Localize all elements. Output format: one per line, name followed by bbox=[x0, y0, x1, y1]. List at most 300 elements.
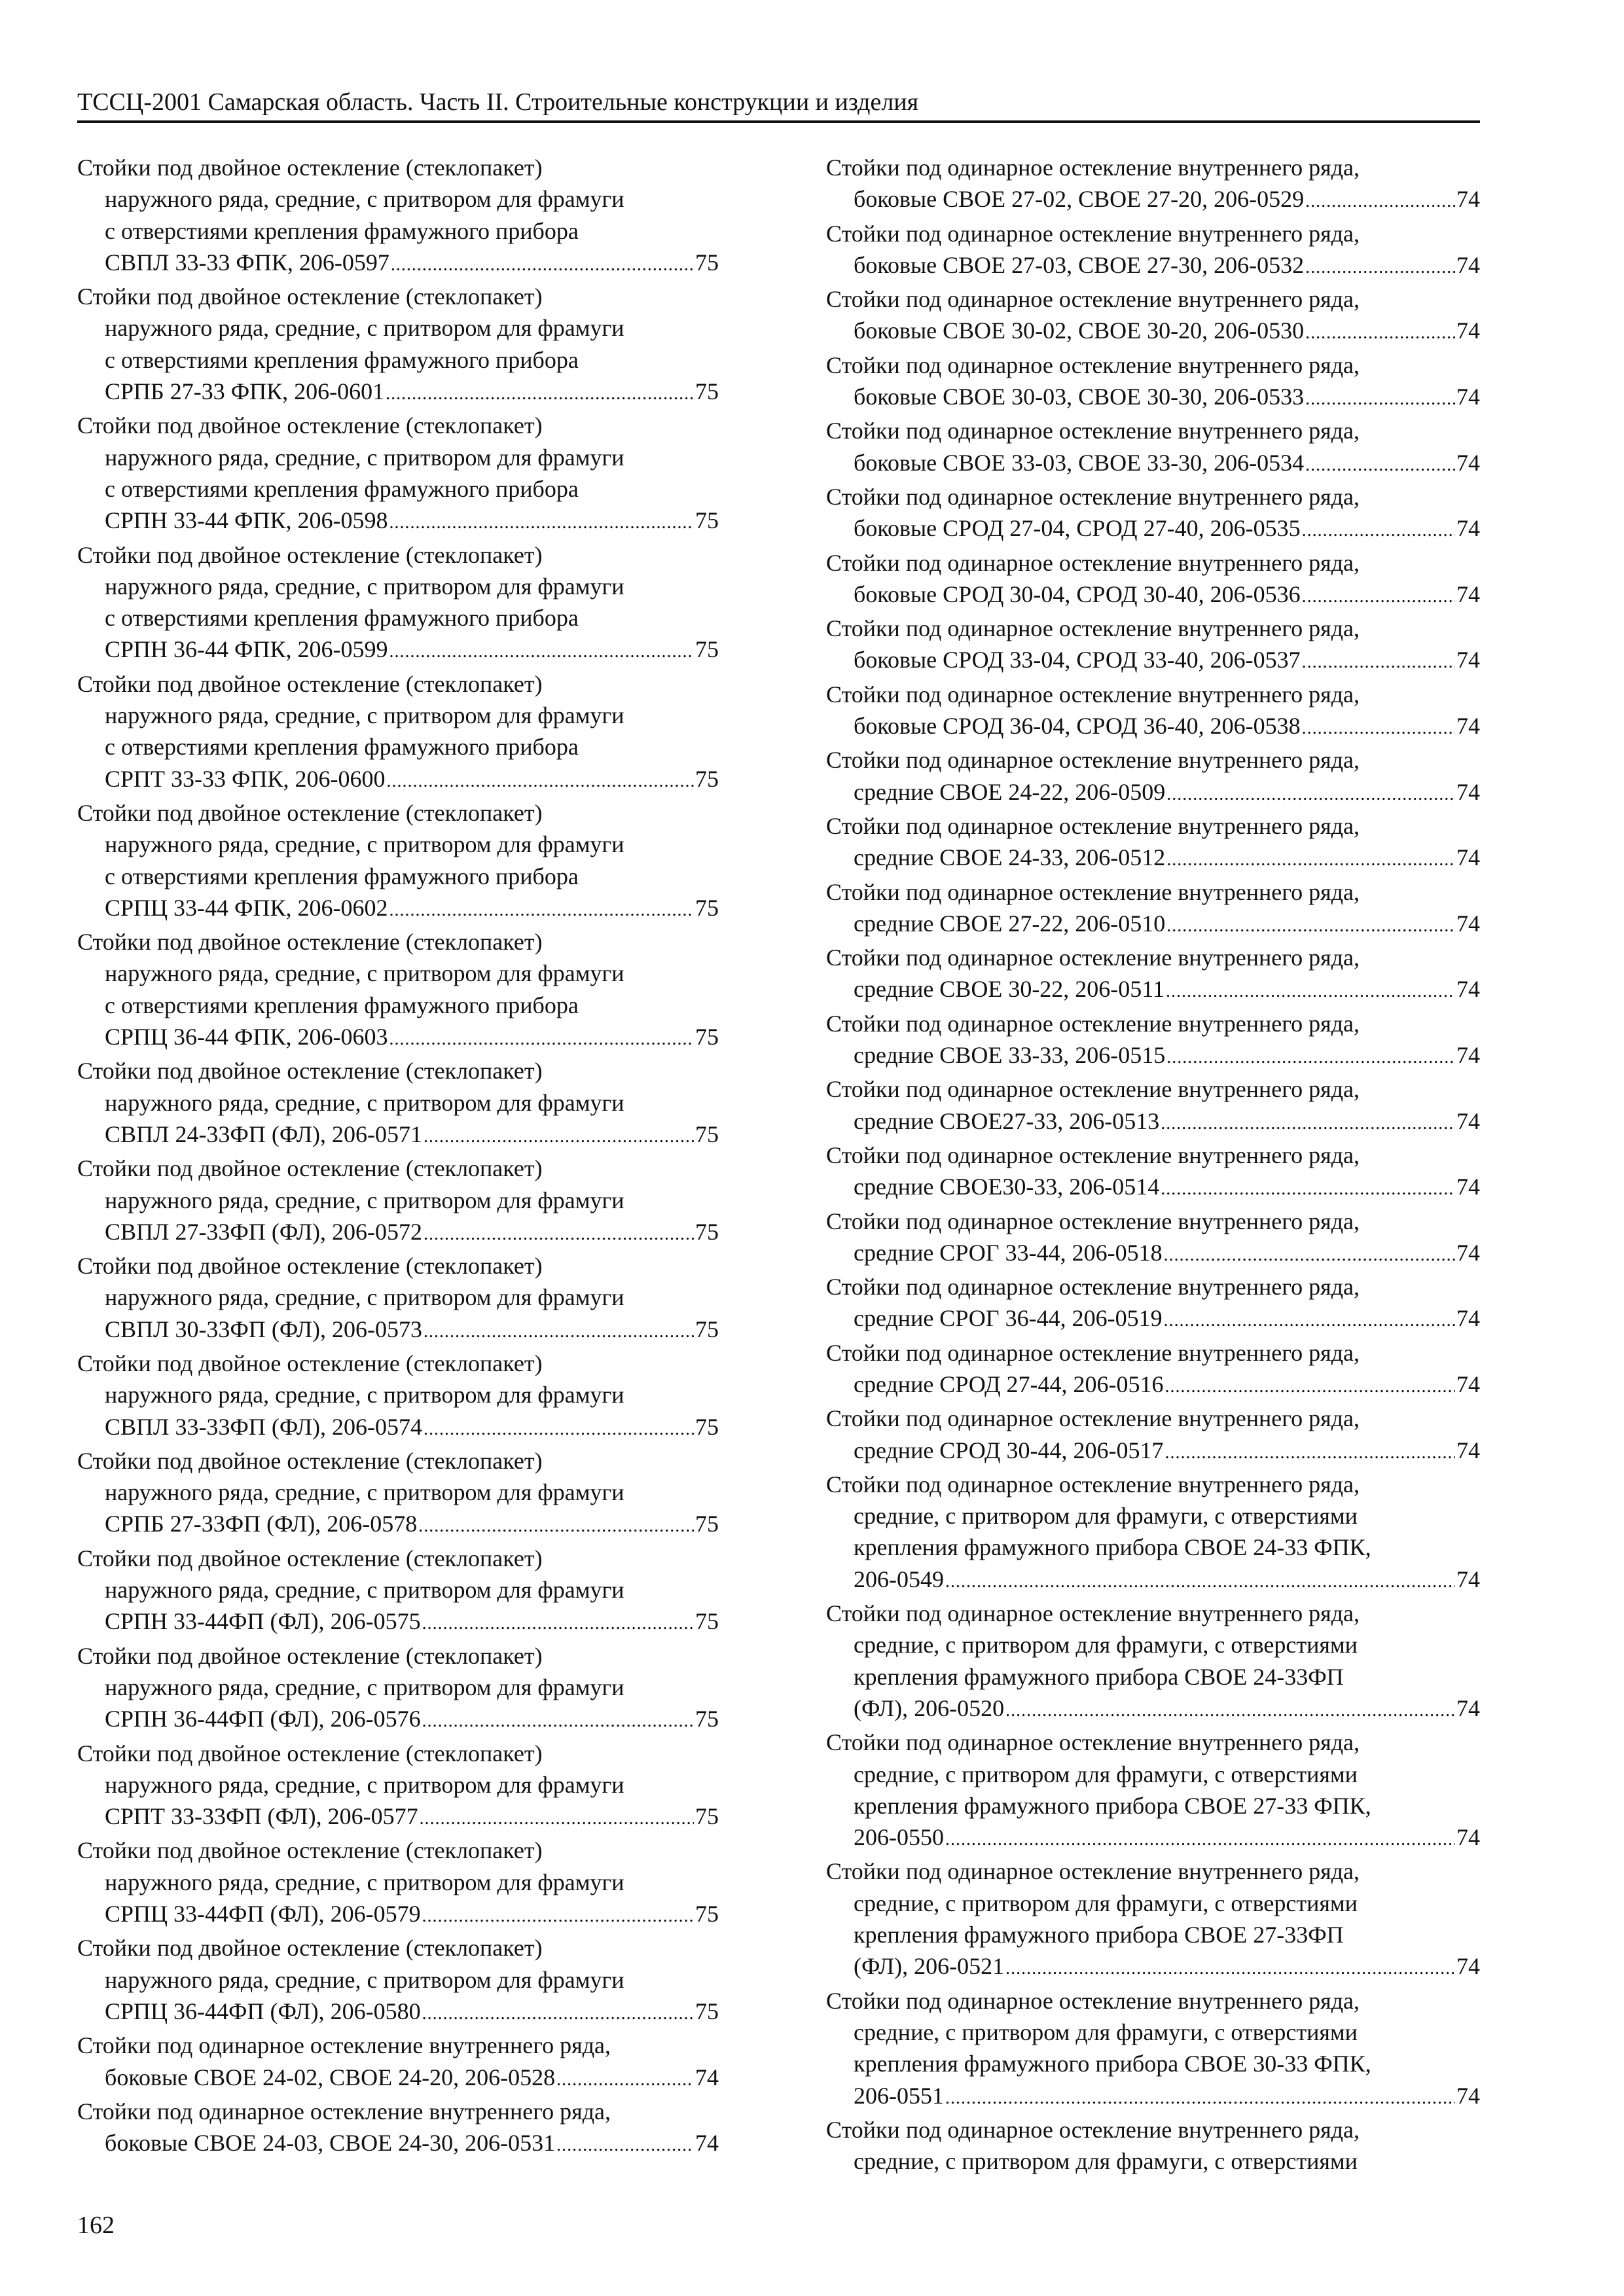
dot-leader bbox=[386, 378, 694, 410]
dot-leader bbox=[1005, 1953, 1455, 1984]
index-entry-line bbox=[826, 2080, 1480, 2114]
index-entry-page-number: 75 bbox=[695, 1413, 719, 1440]
index-entry-line: Стойки под одинарное остекление внутреннего ряда, bbox=[826, 1141, 1360, 1168]
index-entry-page-number: 75 bbox=[695, 1706, 719, 1732]
index-entry bbox=[77, 2096, 719, 2162]
index-entry bbox=[826, 1403, 1480, 1469]
index-entry-text: средние СРОД 30-44, 206-0517 bbox=[854, 1437, 1164, 1463]
index-entry-page-number: 75 bbox=[695, 249, 719, 276]
index-entry-text: СВПЛ 24-33ФП (ФЛ), 206-0571 bbox=[105, 1121, 422, 1147]
index-entry-line bbox=[826, 973, 1480, 1007]
index-column-left bbox=[77, 152, 719, 2161]
dot-leader bbox=[945, 1824, 1455, 1856]
index-entry-text: средние СВОЕ 27-22, 206-0510 bbox=[854, 910, 1166, 937]
index-entry-line bbox=[826, 710, 1480, 744]
index-entry-page-number: 74 bbox=[1456, 186, 1480, 213]
index-entry bbox=[826, 350, 1480, 416]
dot-leader bbox=[386, 766, 694, 797]
index-entry-page-number: 74 bbox=[1456, 1695, 1480, 1721]
index-entry bbox=[826, 2114, 1480, 2178]
index-entry-line: Стойки под одинарное остекление внутреннего ряда, bbox=[826, 944, 1360, 971]
index-entry-line: Стойки под одинарное остекление внутреннего ряда, bbox=[826, 1858, 1360, 1885]
dot-leader bbox=[1302, 581, 1455, 613]
index-entry-line: Стойки под двойное остекление (стеклопакет) bbox=[77, 1740, 543, 1767]
dot-leader bbox=[1166, 844, 1455, 876]
index-entry-line: Стойки под одинарное остекление внутреннего ряда, bbox=[826, 1729, 1360, 1756]
index-entry bbox=[826, 942, 1480, 1008]
index-entry-line bbox=[77, 1703, 719, 1737]
index-entry-text: СРПБ 27-33ФП (ФЛ), 206-0578 bbox=[105, 1511, 418, 1537]
index-entry-line bbox=[826, 1237, 1480, 1271]
index-entry-page-number: 74 bbox=[1456, 2082, 1480, 2109]
index-entry-page-number: 75 bbox=[695, 1121, 719, 1147]
dot-leader bbox=[556, 2130, 694, 2161]
index-entry-line: средние, с притвором для фрамуги, с отверстиями bbox=[854, 1632, 1358, 1659]
index-entry-line: наружного ряда, средние, с притвором для фрамуги bbox=[105, 573, 624, 600]
index-entry-page-number: 75 bbox=[695, 636, 719, 663]
dot-leader bbox=[556, 2064, 694, 2096]
dot-leader bbox=[422, 1706, 694, 1737]
index-entry-text: (ФЛ), 206-0520 bbox=[854, 1695, 1005, 1721]
index-entry bbox=[826, 1469, 1480, 1598]
index-entry-line: Стойки под одинарное остекление внутреннего ряда, bbox=[826, 483, 1360, 510]
index-entry-page-number: 75 bbox=[695, 1316, 719, 1342]
index-entry bbox=[77, 797, 719, 926]
index-entry-line bbox=[77, 1605, 719, 1640]
index-entry-page-number: 74 bbox=[1456, 384, 1480, 410]
index-entry-page-number: 74 bbox=[695, 2130, 719, 2157]
index-entry-line bbox=[826, 447, 1480, 481]
index-entry-line: Стойки под одинарное остекление внутреннего ряда, bbox=[826, 681, 1360, 708]
index-entry-line: Стойки под двойное остекление (стеклопакет) bbox=[77, 1447, 543, 1474]
index-entry-line bbox=[826, 1435, 1480, 1469]
index-entry-line: Стойки под одинарное остекление внутреннего ряда, bbox=[826, 1208, 1360, 1234]
index-entry-line bbox=[77, 1996, 719, 2030]
index-entry-text: боковые СВОЕ 30-03, СВОЕ 30-30, 206-0533 bbox=[854, 384, 1305, 410]
index-entry-line bbox=[826, 1693, 1480, 1727]
index-entry-line: Стойки под одинарное остекление внутреннего ряда, bbox=[826, 549, 1360, 576]
index-entry-line bbox=[77, 1411, 719, 1445]
index-entry-text: средние СВОЕ 24-22, 206-0509 bbox=[854, 778, 1166, 805]
index-entry bbox=[77, 2030, 719, 2096]
index-entry-line: Стойки под одинарное остекление внутреннего ряда, bbox=[826, 351, 1360, 378]
index-entry-text: средние СВОЕ 30-22, 206-0511 bbox=[854, 976, 1164, 1003]
index-entry-page-number: 75 bbox=[695, 1024, 719, 1050]
index-entry-line: крепления фрамужного прибора СВОЕ 24-33ФП bbox=[854, 1663, 1344, 1690]
index-entry-line bbox=[826, 1302, 1480, 1336]
index-entry-text: СРПБ 27-33 ФПК, 206-0601 bbox=[105, 378, 385, 405]
index-entry-line bbox=[77, 2127, 719, 2161]
index-entry-line: Стойки под одинарное остекление внутреннего ряда, bbox=[826, 747, 1360, 774]
index-entry-line bbox=[77, 1314, 719, 1348]
index-entry-line bbox=[77, 247, 719, 281]
index-entry-line: Стойки под одинарное остекление внутреннего ряда, bbox=[826, 812, 1360, 839]
index-entry-page-number: 74 bbox=[1456, 1566, 1480, 1592]
dot-leader bbox=[389, 895, 694, 926]
index-entry-line bbox=[826, 512, 1480, 547]
index-entry-line: Стойки под одинарное остекление внутреннего ряда, bbox=[826, 1471, 1360, 1498]
index-entry-line: Стойки под двойное остекление (стеклопакет) bbox=[77, 1642, 543, 1669]
index-entry-line bbox=[826, 842, 1480, 876]
index-entry-line bbox=[826, 644, 1480, 678]
index-entry-line: Стойки под двойное остекление (стеклопакет) bbox=[77, 412, 543, 439]
index-entry-text: СРПТ 33-33ФП (ФЛ), 206-0577 bbox=[105, 1803, 418, 1830]
index-entry bbox=[77, 1055, 719, 1153]
index-entry-text: СРПЦ 36-44ФП (ФЛ), 206-0580 bbox=[105, 1998, 421, 2024]
index-entry-line: Стойки под одинарное остекление внутреннего ряда, bbox=[77, 2032, 611, 2059]
index-entry-text: СВПЛ 30-33ФП (ФЛ), 206-0573 bbox=[105, 1316, 422, 1342]
index-entry-line: крепления фрамужного прибора СВОЕ 30-33 ФПК, bbox=[854, 2051, 1371, 2077]
index-entry-line bbox=[77, 376, 719, 410]
dot-leader bbox=[391, 249, 694, 281]
index-entry bbox=[826, 481, 1480, 547]
index-entry bbox=[826, 1337, 1480, 1403]
index-entry-line: Стойки под двойное остекление (стеклопакет) bbox=[77, 1253, 543, 1280]
header-divider bbox=[77, 120, 1480, 123]
index-entry-text: средние СРОД 27-44, 206-0516 bbox=[854, 1371, 1164, 1397]
index-entry-text: боковые СВОЕ 33-03, СВОЕ 33-30, 206-0534 bbox=[854, 449, 1305, 476]
index-entry-line bbox=[826, 908, 1480, 942]
index-entry-text: средние СРОГ 36-44, 206-0519 bbox=[854, 1305, 1163, 1332]
index-entry-page-number: 75 bbox=[695, 894, 719, 921]
index-entry-page-number: 74 bbox=[1456, 1953, 1480, 1980]
index-entry-line: Стойки под двойное остекление (стеклопакет) bbox=[77, 670, 543, 697]
index-entry-line: наружного ряда, средние, с притвором для фрамуги bbox=[105, 444, 624, 471]
index-entry-line bbox=[77, 1801, 719, 1835]
index-entry-line: Стойки под двойное остекление (стеклопакет) bbox=[77, 1545, 543, 1571]
index-entry-page-number: 75 bbox=[695, 1901, 719, 1928]
dot-leader bbox=[424, 1219, 694, 1250]
index-entry-line: Стойки под одинарное остекление внутреннего ряда, bbox=[826, 878, 1360, 905]
index-entry-page-number: 74 bbox=[1456, 1107, 1480, 1134]
index-entry-text: боковые СРОД 30-04, СРОД 30-40, 206-0536 bbox=[854, 581, 1301, 607]
index-entry-text: (ФЛ), 206-0521 bbox=[854, 1953, 1005, 1980]
index-entry-page-number: 75 bbox=[695, 765, 719, 792]
index-entry bbox=[77, 1153, 719, 1250]
index-entry bbox=[826, 283, 1480, 350]
index-entry-page-number: 74 bbox=[1456, 778, 1480, 805]
index-entry-page-number: 74 bbox=[1456, 317, 1480, 344]
index-entry bbox=[826, 1206, 1480, 1272]
index-entry-line: Стойки под одинарное остекление внутреннего ряда, bbox=[826, 1010, 1360, 1037]
index-entry-page-number: 75 bbox=[695, 507, 719, 534]
dot-leader bbox=[1165, 1437, 1455, 1469]
dot-leader bbox=[1165, 1371, 1455, 1403]
index-entry-line: Стойки под двойное остекление (стеклопакет) bbox=[77, 1350, 543, 1376]
index-entry-line bbox=[77, 1021, 719, 1055]
dot-leader bbox=[1161, 1108, 1455, 1139]
index-entry-line: наружного ряда, средние, с притвором для фрамуги bbox=[105, 1479, 624, 1506]
index-entry-line: крепления фрамужного прибора СВОЕ 27-33ФП bbox=[854, 1922, 1344, 1948]
index-entry-line: средние, с притвором для фрамуги, с отверстиями bbox=[854, 1761, 1358, 1787]
index-entry-line: с отверстиями крепления фрамужного прибора bbox=[105, 863, 579, 889]
index-entry bbox=[77, 152, 719, 281]
index-entry-line: наружного ряда, средние, с притвором для фрамуги bbox=[105, 1187, 624, 1213]
index-entry-line: наружного ряда, средние, с притвором для фрамуги bbox=[105, 1382, 624, 1408]
index-entry-text: боковые СВОЕ 30-02, СВОЕ 30-20, 206-0530 bbox=[854, 317, 1305, 344]
dot-leader bbox=[1164, 1240, 1455, 1271]
index-entry bbox=[77, 1640, 719, 1738]
dot-leader bbox=[1166, 779, 1455, 810]
index-entry bbox=[77, 926, 719, 1055]
index-entry-page-number: 75 bbox=[695, 378, 719, 405]
index-entry-page-number: 74 bbox=[1456, 713, 1480, 740]
index-entry-text: СРПТ 33-33 ФПК, 206-0600 bbox=[105, 765, 386, 792]
index-entry bbox=[826, 876, 1480, 942]
index-entry-text: СВПЛ 33-33 ФПК, 206-0597 bbox=[105, 249, 389, 276]
index-entry-text: средние СРОГ 33-44, 206-0518 bbox=[854, 1239, 1163, 1266]
index-entry-line: наружного ряда, средние, с притвором для фрамуги bbox=[105, 315, 624, 342]
index-entry-page-number: 75 bbox=[695, 1803, 719, 1830]
index-entry-line bbox=[77, 892, 719, 926]
index-entry-line: Стойки под одинарное остекление внутреннего ряда, bbox=[826, 1339, 1360, 1366]
index-entry-line: наружного ряда, средние, с притвором для фрамуги bbox=[105, 1771, 624, 1798]
index-entry bbox=[77, 1932, 719, 2030]
index-entry bbox=[77, 281, 719, 410]
index-entry-line bbox=[826, 1105, 1480, 1139]
index-entry-text: боковые СВОЕ 27-03, СВОЕ 27-30, 206-0532 bbox=[854, 251, 1305, 278]
index-entry-line: Стойки под двойное остекление (стеклопакет) bbox=[77, 1155, 543, 1182]
index-entry bbox=[826, 744, 1480, 810]
index-entry-line bbox=[77, 2062, 719, 2096]
index-entry-text: средние СВОЕ 24-33, 206-0512 bbox=[854, 844, 1166, 871]
index-entry bbox=[826, 415, 1480, 481]
index-entry-line: Стойки под одинарное остекление внутреннего ряда, bbox=[826, 1600, 1360, 1627]
dot-leader bbox=[422, 1608, 694, 1640]
index-entry bbox=[77, 1250, 719, 1348]
index-entry-line: средние, с притвором для фрамуги, с отверстиями bbox=[854, 2018, 1358, 2045]
index-entry-text: боковые СРОД 33-04, СРОД 33-40, 206-0537 bbox=[854, 647, 1301, 673]
index-entry bbox=[77, 1738, 719, 1835]
index-entry bbox=[77, 1543, 719, 1640]
index-entry-line: Стойки под одинарное остекление внутреннего ряда, bbox=[826, 1076, 1360, 1103]
index-entry-line: с отверстиями крепления фрамужного прибора bbox=[105, 605, 579, 632]
index-entry-line: наружного ряда, средние, с притвором для фрамуги bbox=[105, 1089, 624, 1116]
index-entry bbox=[826, 1271, 1480, 1337]
index-entry-page-number: 74 bbox=[1456, 449, 1480, 476]
index-entry-line: наружного ряда, средние, с притвором для фрамуги bbox=[105, 831, 624, 858]
index-entry-line: Стойки под двойное остекление (стеклопакет) bbox=[77, 1837, 543, 1864]
index-entry-text: СРПН 36-44 ФПК, 206-0599 bbox=[105, 636, 388, 663]
index-entry-text: СРПЦ 36-44 ФПК, 206-0603 bbox=[105, 1024, 388, 1050]
dot-leader bbox=[418, 1511, 694, 1542]
index-entry-line: Стойки под одинарное остекление внутреннего ряда, bbox=[826, 1274, 1360, 1300]
index-entry-line bbox=[826, 183, 1480, 217]
index-entry-page-number: 74 bbox=[1456, 1042, 1480, 1069]
index-entry-text: средние СВОЕ 33-33, 206-0515 bbox=[854, 1042, 1166, 1069]
index-entry bbox=[826, 1073, 1480, 1139]
index-entry bbox=[826, 810, 1480, 876]
index-entry-page-number: 74 bbox=[695, 2064, 719, 2090]
index-entry-line: крепления фрамужного прибора СВОЕ 24-33 ФПК, bbox=[854, 1534, 1371, 1561]
index-entry-page-number: 74 bbox=[1456, 251, 1480, 278]
dot-leader bbox=[1305, 450, 1455, 481]
dot-leader bbox=[424, 1316, 694, 1348]
index-entry-text: СРПН 33-44 ФПК, 206-0598 bbox=[105, 507, 388, 534]
index-entry-page-number: 74 bbox=[1456, 976, 1480, 1003]
index-entry-text: 206-0549 bbox=[854, 1566, 944, 1592]
index-entry-text: СРПЦ 33-44ФП (ФЛ), 206-0579 bbox=[105, 1901, 421, 1928]
index-entry-text: боковые СВОЕ 27-02, СВОЕ 27-20, 206-0529 bbox=[854, 186, 1305, 213]
index-entry bbox=[826, 1598, 1480, 1727]
index-entry-line: наружного ряда, средние, с притвором для фрамуги bbox=[105, 1577, 624, 1604]
index-entry-line bbox=[826, 776, 1480, 810]
index-entry-line bbox=[826, 1039, 1480, 1073]
index-entry-line: Стойки под одинарное остекление внутреннего ряда, bbox=[826, 1987, 1360, 2014]
index-entry-line: крепления фрамужного прибора СВОЕ 27-33 ФПК, bbox=[854, 1792, 1371, 1819]
dot-leader bbox=[389, 636, 694, 668]
index-entry-line bbox=[826, 1564, 1480, 1598]
index-entry-page-number: 75 bbox=[695, 1608, 719, 1635]
index-entry-line: наружного ряда, средние, с притвором для фрамуги bbox=[105, 1284, 624, 1311]
index-entry-line bbox=[826, 381, 1480, 415]
page-header: ТССЦ-2001 Самарская область. Часть II. Строительные конструкции и изделия bbox=[77, 88, 919, 116]
index-entry-line: наружного ряда, средние, с притвором для фрамуги bbox=[105, 186, 624, 213]
index-entry-line: с отверстиями крепления фрамужного прибора bbox=[105, 217, 579, 244]
index-entry-line bbox=[826, 579, 1480, 613]
index-entry-line: Стойки под двойное остекление (стеклопакет) bbox=[77, 154, 543, 181]
dot-leader bbox=[1166, 1042, 1455, 1073]
index-entry-line: Стойки под одинарное остекление внутреннего ряда, bbox=[826, 1405, 1360, 1432]
index-entry-text: СРПН 36-44ФП (ФЛ), 206-0576 bbox=[105, 1706, 421, 1732]
index-entry-line: Стойки под двойное остекление (стеклопакет) bbox=[77, 283, 543, 310]
index-entry-text: средние СВОЕ30-33, 206-0514 bbox=[854, 1174, 1160, 1200]
index-entry-page-number: 74 bbox=[1456, 1239, 1480, 1266]
dot-leader bbox=[1305, 186, 1455, 217]
index-entry-line bbox=[77, 1119, 719, 1153]
index-entry-line: наружного ряда, средние, с притвором для фрамуги bbox=[105, 1869, 624, 1895]
index-entry-line: средние, с притвором для фрамуги, с отверстиями bbox=[854, 1503, 1358, 1530]
dot-leader bbox=[945, 1566, 1455, 1598]
index-entry bbox=[77, 410, 719, 539]
dot-leader bbox=[420, 1803, 694, 1835]
index-entry bbox=[826, 547, 1480, 613]
index-entry-text: СВПЛ 33-33ФП (ФЛ), 206-0574 bbox=[105, 1413, 422, 1440]
index-entry-page-number: 74 bbox=[1456, 515, 1480, 542]
index-entry-line: Стойки под одинарное остекление внутреннего ряда, bbox=[826, 2116, 1360, 2143]
index-entry bbox=[826, 679, 1480, 745]
index-entry-line: с отверстиями крепления фрамужного прибора bbox=[105, 475, 579, 502]
dot-leader bbox=[422, 1901, 694, 1932]
index-entry-line bbox=[77, 1898, 719, 1932]
index-entry bbox=[826, 613, 1480, 679]
index-entry-line bbox=[826, 315, 1480, 349]
page-number: 162 bbox=[77, 2212, 115, 2239]
index-entry-line bbox=[77, 634, 719, 668]
dot-leader bbox=[1005, 1695, 1455, 1727]
index-entry-text: 206-0551 bbox=[854, 2082, 944, 2109]
index-entry-text: боковые СРОД 27-04, СРОД 27-40, 206-0535 bbox=[854, 515, 1301, 542]
dot-leader bbox=[945, 2083, 1455, 2114]
index-entry bbox=[826, 152, 1480, 218]
index-entry-line bbox=[77, 505, 719, 539]
index-entry-line: наружного ряда, средние, с притвором для фрамуги bbox=[105, 1674, 624, 1700]
index-entry-line: средние, с притвором для фрамуги, с отверстиями bbox=[854, 1890, 1358, 1916]
dot-leader bbox=[1164, 1305, 1455, 1336]
index-entry-line: Стойки под одинарное остекление внутреннего ряда, bbox=[826, 286, 1360, 313]
index-entry-line: Стойки под двойное остекление (стеклопакет) bbox=[77, 1935, 543, 1962]
index-entry-page-number: 74 bbox=[1456, 844, 1480, 871]
index-entry-line: Стойки под двойное остекление (стеклопакет) bbox=[77, 929, 543, 956]
index-entry-line bbox=[826, 249, 1480, 283]
dot-leader bbox=[424, 1414, 694, 1445]
index-entry-text: боковые СВОЕ 24-03, СВОЕ 24-30, 206-0531 bbox=[105, 2130, 556, 2157]
index-entry bbox=[826, 1008, 1480, 1074]
index-entry-line: Стойки под двойное остекление (стеклопакет) bbox=[77, 799, 543, 826]
index-entry-page-number: 74 bbox=[1456, 647, 1480, 673]
index-entry-page-number: 74 bbox=[1456, 1305, 1480, 1332]
index-entry-page-number: 75 bbox=[695, 1218, 719, 1245]
index-entry-line: наружного ряда, средние, с притвором для фрамуги bbox=[105, 960, 624, 987]
index-entry-line: средние, с притвором для фрамуги, с отверстиями bbox=[854, 2148, 1358, 2175]
index-entry-text: боковые СРОД 36-04, СРОД 36-40, 206-0538 bbox=[854, 713, 1301, 740]
index-entry-text: СРПН 33-44ФП (ФЛ), 206-0575 bbox=[105, 1608, 421, 1635]
index-entry bbox=[826, 1856, 1480, 1984]
index-entry bbox=[77, 1348, 719, 1445]
index-entry-line bbox=[77, 1216, 719, 1250]
index-entry-page-number: 75 bbox=[695, 1511, 719, 1537]
index-entry-line: Стойки под одинарное остекление внутреннего ряда, bbox=[826, 220, 1360, 247]
index-entry bbox=[77, 668, 719, 797]
index-entry-line: Стойки под одинарное остекление внутреннего ряда, bbox=[826, 418, 1360, 444]
dot-leader bbox=[1161, 1174, 1455, 1205]
dot-leader bbox=[1302, 647, 1455, 678]
index-entry-page-number: 74 bbox=[1456, 910, 1480, 937]
index-entry-page-number: 74 bbox=[1456, 1174, 1480, 1200]
index-entry-line: с отверстиями крепления фрамужного прибора bbox=[105, 734, 579, 761]
dot-leader bbox=[1302, 713, 1455, 744]
index-entry bbox=[826, 1727, 1480, 1856]
index-entry-line: Стойки под двойное остекление (стеклопакет) bbox=[77, 541, 543, 568]
index-entry-line: с отверстиями крепления фрамужного прибора bbox=[105, 992, 579, 1018]
index-entry-line: наружного ряда, средние, с притвором для фрамуги bbox=[105, 702, 624, 729]
dot-leader bbox=[1305, 252, 1455, 283]
index-entry-line: Стойки под одинарное остекление внутреннего ряда, bbox=[826, 615, 1360, 642]
index-entry-line bbox=[77, 1508, 719, 1542]
index-entry-page-number: 74 bbox=[1456, 1824, 1480, 1851]
dot-leader bbox=[1302, 515, 1455, 547]
index-entry-line bbox=[826, 1369, 1480, 1403]
index-entry-line bbox=[826, 1950, 1480, 1984]
index-entry-line: наружного ряда, средние, с притвором для фрамуги bbox=[105, 1966, 624, 1993]
index-entry bbox=[77, 1445, 719, 1543]
index-entry-text: 206-0550 bbox=[854, 1824, 944, 1851]
index-entry bbox=[826, 1985, 1480, 2114]
index-entry bbox=[826, 1139, 1480, 1206]
index-entry-page-number: 74 bbox=[1456, 1371, 1480, 1397]
index-entry-line bbox=[77, 763, 719, 797]
index-entry-text: СРПЦ 33-44 ФПК, 206-0602 bbox=[105, 894, 388, 921]
dot-leader bbox=[1305, 317, 1455, 349]
dot-leader bbox=[1305, 384, 1455, 415]
index-entry-text: средние СВОЕ27-33, 206-0513 bbox=[854, 1107, 1160, 1134]
dot-leader bbox=[424, 1121, 694, 1153]
index-entry-line: Стойки под двойное остекление (стеклопакет) bbox=[77, 1058, 543, 1085]
index-entry-line: Стойки под одинарное остекление внутреннего ряда, bbox=[77, 2098, 611, 2125]
index-entry-text: СВПЛ 27-33ФП (ФЛ), 206-0572 bbox=[105, 1218, 422, 1245]
dot-leader bbox=[1166, 976, 1455, 1007]
index-entry-page-number: 75 bbox=[695, 1998, 719, 2024]
dot-leader bbox=[389, 507, 694, 539]
index-entry-line: Стойки под одинарное остекление внутреннего ряда, bbox=[826, 154, 1360, 181]
dot-leader bbox=[389, 1024, 694, 1055]
index-entry bbox=[77, 539, 719, 668]
dot-leader bbox=[1166, 910, 1455, 942]
index-entry-page-number: 74 bbox=[1456, 581, 1480, 607]
index-entry bbox=[826, 218, 1480, 284]
index-entry-line bbox=[826, 1821, 1480, 1856]
index-entry bbox=[77, 1835, 719, 1932]
